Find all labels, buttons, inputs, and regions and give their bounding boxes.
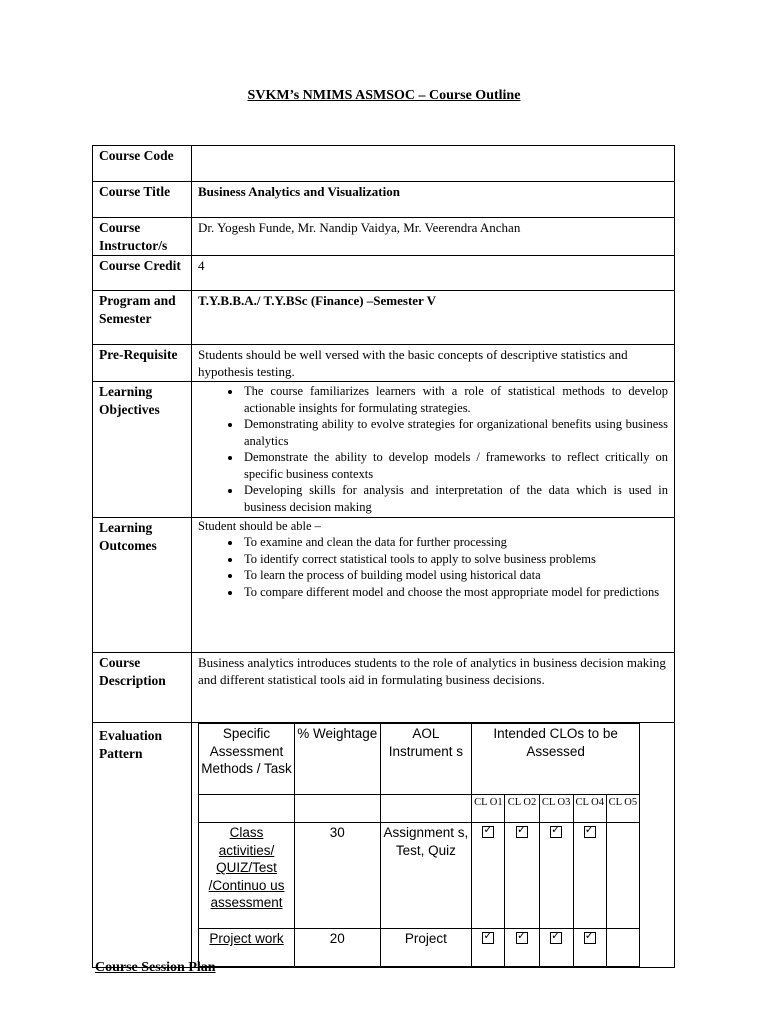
clo-label: CL O3 xyxy=(539,795,573,823)
list-item: • To learn the process of building model using historical data xyxy=(242,567,668,584)
description-label: Course Description xyxy=(93,653,192,723)
task-name: Class activities/ QUIZ/Test /Continuo us assessment xyxy=(199,823,295,929)
table-row xyxy=(199,823,640,929)
instructors-label: Course Instructor/s xyxy=(93,218,192,256)
clo-label: CL O2 xyxy=(505,795,539,823)
checked-box-icon xyxy=(550,932,562,944)
weightage-header: % Weightage xyxy=(295,724,380,795)
list-item: • Demonstrating ability to evolve strategies for organizational benefits using business analytics xyxy=(242,416,668,449)
checked-box-icon xyxy=(584,826,596,838)
program-value: T.Y.B.B.A./ T.Y.BSc (Finance) –Semester V xyxy=(192,291,675,345)
prereq-label: Pre-Requisite xyxy=(93,345,192,382)
row-prereq xyxy=(93,345,675,382)
instructors-value: Dr. Yogesh Funde, Mr. Nandip Vaidya, Mr. Veerendra Anchan xyxy=(192,218,675,256)
course-outline-table xyxy=(92,145,675,968)
row-credit xyxy=(93,256,675,291)
prereq-value: Students should be well versed with the basic concepts of descriptive statistics and hypothesis testing. xyxy=(192,345,675,382)
task-aol: Assignment s, Test, Quiz xyxy=(380,823,472,929)
outcomes-lead: Student should be able – xyxy=(198,519,321,533)
task-weight: 30 xyxy=(295,823,380,929)
eval-header-row xyxy=(199,724,640,795)
course-code-label: Course Code xyxy=(93,146,192,182)
methods-header: Specific Assessment Methods / Task xyxy=(199,724,295,795)
row-description xyxy=(93,653,675,723)
objectives-value xyxy=(192,382,675,518)
list-item: • To identify correct statistical tools to apply to solve business problems xyxy=(242,551,668,568)
objectives-list xyxy=(198,383,668,515)
task-aol: Project xyxy=(380,929,472,967)
list-item: • Developing skills for analysis and interpretation of the data which is used in business decision making xyxy=(242,482,668,515)
clo-label: CL O5 xyxy=(606,795,639,823)
page-title: SVKM’s NMIMS ASMSOC – Course Outline xyxy=(247,88,521,103)
row-instructors xyxy=(93,218,675,256)
objectives-label: Learning Objectives xyxy=(93,382,192,518)
course-session-plan-heading: Course Session Plan xyxy=(95,960,216,975)
task-name: Project work xyxy=(199,929,295,967)
course-title-value: Business Analytics and Visualization xyxy=(192,182,675,218)
clo-label: CL O1 xyxy=(472,795,505,823)
table-row xyxy=(199,929,640,967)
checked-box-icon xyxy=(482,826,494,838)
evaluation-label: Evaluation Pattern xyxy=(93,723,192,968)
row-course-code xyxy=(93,146,675,182)
checked-box-icon xyxy=(516,826,528,838)
course-code-value xyxy=(192,146,675,182)
list-item: • To compare different model and choose the most appropriate model for predictions xyxy=(242,584,668,601)
row-outcomes xyxy=(93,518,675,653)
course-title-label: Course Title xyxy=(93,182,192,218)
evaluation-value xyxy=(192,723,675,968)
evaluation-table xyxy=(198,723,640,967)
clos-header: Intended CLOs to be Assessed xyxy=(472,724,640,795)
list-item: • To examine and clean the data for further processing xyxy=(242,534,668,551)
row-program xyxy=(93,291,675,345)
credit-label: Course Credit xyxy=(93,256,192,291)
clo-label: CL O4 xyxy=(573,795,606,823)
checked-box-icon xyxy=(584,932,596,944)
list-item: • Demonstrate the ability to develop models / frameworks to reflect critically on specific business contexts xyxy=(242,449,668,482)
description-value: Business analytics introduces students to the role of analytics in business decision making and different statistical tools aid in formulating business decisions. xyxy=(192,653,675,723)
aol-header: AOL Instrument s xyxy=(380,724,472,795)
row-course-title xyxy=(93,182,675,218)
outcomes-value xyxy=(192,518,675,653)
outcomes-label: Learning Outcomes xyxy=(93,518,192,653)
list-item: • The course familiarizes learners with a role of statistical methods to develop actionable insights for formulating strategies. xyxy=(242,383,668,416)
outcomes-list xyxy=(198,534,668,600)
task-weight: 20 xyxy=(295,929,380,967)
row-evaluation xyxy=(93,723,675,968)
row-objectives xyxy=(93,382,675,518)
credit-value: 4 xyxy=(192,256,675,291)
checked-box-icon xyxy=(516,932,528,944)
clo-label-row xyxy=(199,795,640,823)
checked-box-icon xyxy=(482,932,494,944)
program-label: Program and Semester xyxy=(93,291,192,345)
checked-box-icon xyxy=(550,826,562,838)
